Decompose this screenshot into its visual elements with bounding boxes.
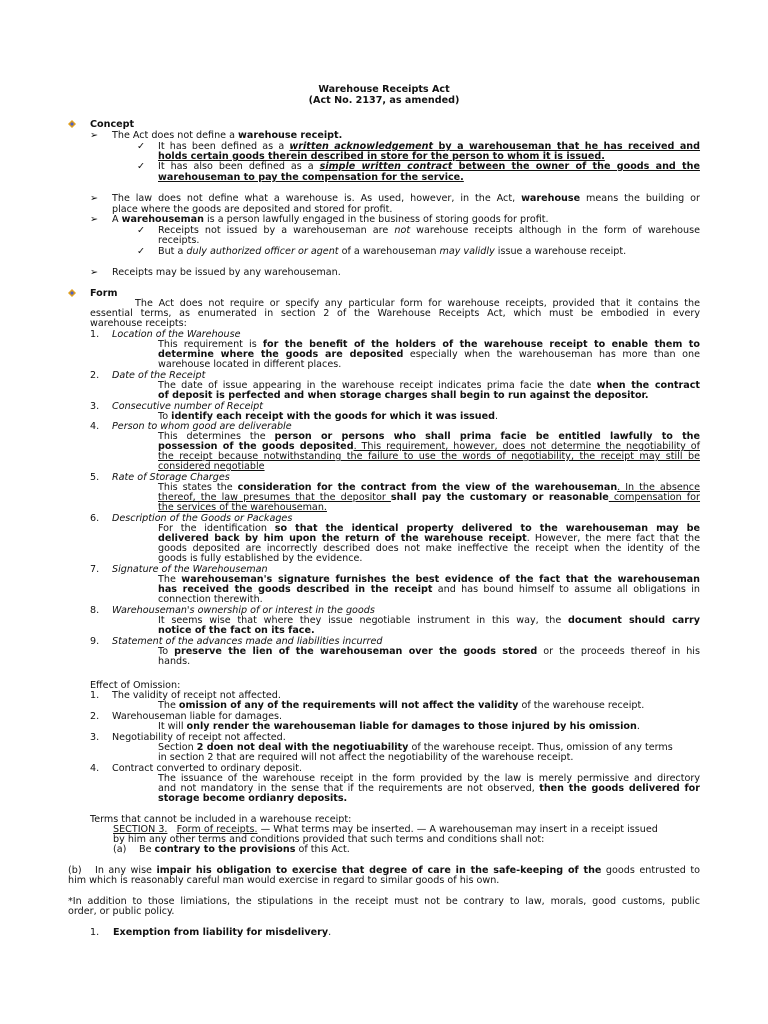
check-bullet-icon: ✓ <box>137 161 146 172</box>
section-heading-concept: Concept <box>90 119 135 130</box>
omission-item-title: The validity of receipt not affected. <box>112 690 281 701</box>
exemption-number: 1. <box>90 927 100 938</box>
clause-b-line1: In any wise impair his obligation to exercise that degree of care in the safe-keeping of the goods entrusted to <box>95 865 700 876</box>
form-item-4-line4: considered negotiable <box>158 461 265 472</box>
form-item-5-line3: the services of the warehouseman. <box>158 502 327 513</box>
form-item-5-line2: thereof, the law presumes that the depositor shall pay the customary or reasonable compensation for <box>158 492 701 503</box>
form-item-5-line1: This states the consideration for the contract from the view of the warehouseman. In the absence <box>158 482 700 493</box>
document-subtitle: (Act No. 2137, as amended) <box>308 95 460 106</box>
document-title: Warehouse Receipts Act <box>318 84 450 95</box>
form-item-number: 9. <box>90 636 100 647</box>
form-item-title: Location of the Warehouse <box>112 329 241 340</box>
arrow-bullet-icon: ➢ <box>90 130 99 141</box>
omission-item-4-line2: and not mandatory in the sense that if the requirements are not observed, then the goods delivered for <box>158 783 700 794</box>
form-intro-line1: The Act does not require or specify any particular form for warehouse receipts, provided that it contains the <box>135 298 700 309</box>
check-bullet-icon: ✓ <box>137 141 146 152</box>
form-item-number: 4. <box>90 421 100 432</box>
concept-check-3-line2: receipts. <box>158 235 200 246</box>
limitations-note-line2: order, or public policy. <box>68 906 175 917</box>
form-item-6-line4: goods is fully established by the evidence. <box>158 553 363 564</box>
form-item-number: 8. <box>90 605 100 616</box>
omission-item-4-line1: The issuance of the warehouse receipt in the form provided by the law is merely permissive and directory <box>158 773 700 784</box>
clause-b-line2: him which is reasonably careful man would exercise in regard to similar goods of his own. <box>68 875 500 886</box>
form-intro-line2: essential terms, as enumerated in section 2 of the Warehouse Receipts Act, which must be embodied in every <box>90 308 700 319</box>
arrow-bullet-icon: ➢ <box>90 267 99 278</box>
limitations-note-line1: *In addition to those limiations, the stipulations in the receipt must not be contrary to law, morals, good customs, public <box>68 896 700 907</box>
omission-item-3-line1: Section 2 doen not deal with the negotiuability of the warehouse receipt. Thus, omission of any terms <box>158 742 673 753</box>
omission-heading: Effect of Omission: <box>90 680 181 691</box>
form-item-9-line1: To preserve the lien of the warehouseman over the goods stored or the proceeds thereof in his <box>158 646 700 657</box>
concept-bullet-2-line1: The law does not define what a warehouse is. As used, however, in the Act, warehouse means the building or <box>112 193 700 204</box>
clause-a-label: (a) <box>113 844 127 855</box>
form-item-number: 2. <box>90 370 100 381</box>
concept-bullet-3: A warehouseman is a person lawfully engaged in the business of storing goods for profit. <box>112 214 549 225</box>
omission-item-2-text: It will only render the warehouseman liable for damages to those injured by his omission. <box>158 721 640 732</box>
section-bullet-icon <box>68 289 76 297</box>
form-item-6-line1: For the identification so that the identical property delivered to the warehouseman may be <box>158 523 700 534</box>
form-item-title: Warehouseman's ownership of or interest in the goods <box>112 605 375 616</box>
check-bullet-icon: ✓ <box>137 246 146 257</box>
omission-item-title: Contract converted to ordinary deposit. <box>112 763 303 774</box>
concept-check-4: But a duly authorized officer or agent of a warehouseman may validly issue a warehouse receipt. <box>158 246 627 257</box>
form-item-title: Rate of Storage Charges <box>112 472 230 483</box>
form-item-4-line1: This determines the person or persons who shall prima facie be entitled lawfully to the <box>158 431 700 442</box>
concept-bullet-4: Receipts may be issued by any warehouseman. <box>112 267 341 278</box>
omission-item-number: 2. <box>90 711 100 722</box>
section-3-line2: by him any other terms and conditions provided that such terms and conditions shall not: <box>113 834 545 845</box>
form-item-4-line3: the receipt because notwithstanding the failure to use the words of negotiability, the receipt may still be <box>158 451 700 462</box>
form-item-1-line3: warehouse located in different places. <box>158 359 342 370</box>
form-item-2-line2: of deposit is perfected and when storage charges shall begin to run against the depositor. <box>158 390 649 401</box>
concept-check-1-line1: It has been defined as a written acknowledgement by a warehouseman that he has received and <box>158 141 701 152</box>
form-item-6-line2: delivered back by him upon the return of the warehouse receipt. However, the mere fact that the <box>158 533 700 544</box>
clause-b-label: (b) <box>68 865 82 876</box>
form-item-7-line2: has received the goods described in the receipt and has bound himself to assume all obligations in <box>158 584 700 595</box>
concept-bullet-2-line2: place where the goods are deposited and stored for profit. <box>112 204 393 215</box>
form-item-8-line1: It seems wise that where they issue negotiable instrument in this way, the document should carry <box>158 615 700 626</box>
omission-item-4-line3: storage become ordianry deposits. <box>158 793 348 804</box>
form-item-7-line1: The warehouseman's signature furnishes the best evidence of the fact that the warehouseman <box>158 574 700 585</box>
omission-item-title: Warehouseman liable for damages. <box>112 711 283 722</box>
form-item-3-line1: To identify each receipt with the goods for which it was issued. <box>158 411 499 422</box>
form-item-1-line1: This requirement is for the benefit of the holders of the warehouse receipt to enable them to <box>158 339 700 350</box>
form-item-number: 6. <box>90 513 100 524</box>
form-item-title: Statement of the advances made and liabilities incurred <box>112 636 383 647</box>
form-item-title: Consecutive number of Receipt <box>112 401 264 412</box>
form-item-6-line3: goods deposited are incorrectly described does not make ineffective the receipt when the identity of the <box>158 543 700 554</box>
form-item-4-line2: possession of the goods deposited. This requirement, however, does not determine the negotiability of <box>158 441 700 452</box>
form-item-title: Date of the Receipt <box>112 370 206 381</box>
arrow-bullet-icon: ➢ <box>90 214 99 225</box>
form-item-number: 1. <box>90 329 100 340</box>
clause-a-text: Be contrary to the provisions of this Act. <box>139 844 350 855</box>
terms-heading: Terms that cannot be included in a warehouse receipt: <box>90 814 352 825</box>
check-bullet-icon: ✓ <box>137 225 146 236</box>
exemption-heading: Exemption from liability for misdelivery. <box>113 927 332 938</box>
concept-check-3-line1: Receipts not issued by a warehouseman are not warehouse receipts although in the form of warehouse <box>158 225 700 236</box>
concept-bullet-1: The Act does not define a warehouse receipt. <box>112 130 343 141</box>
form-item-7-line3: connection therewith. <box>158 594 263 605</box>
form-item-title: Signature of the Warehouseman <box>112 564 268 575</box>
form-item-2-line1: The date of issue appearing in the warehouse receipt indicates prima facie the date when the contract <box>158 380 700 391</box>
arrow-bullet-icon: ➢ <box>90 193 99 204</box>
form-intro-line3: warehouse receipts: <box>90 318 187 329</box>
concept-check-2-line2: warehouseman to pay the compensation for the service. <box>158 172 464 183</box>
form-item-title: Description of the Goods or Packages <box>112 513 293 524</box>
omission-item-number: 3. <box>90 732 100 743</box>
section-bullet-icon <box>68 120 76 128</box>
form-item-title: Person to whom good are deliverable <box>112 421 292 432</box>
form-item-number: 5. <box>90 472 100 483</box>
omission-item-3-line2: in section 2 that are required will not affect the negotiability of the warehouse receipt. <box>158 752 574 763</box>
form-item-number: 7. <box>90 564 100 575</box>
omission-item-1-text: The omission of any of the requirements will not affect the validity of the warehouse receipt. <box>158 700 645 711</box>
omission-item-number: 1. <box>90 690 100 701</box>
form-item-9-line2: hands. <box>158 656 191 667</box>
section-heading-form: Form <box>90 288 118 299</box>
concept-check-2-line1: It has also been defined as a simple written contract between the owner of the goods and the <box>158 161 700 172</box>
form-item-8-line2: notice of the fact on its face. <box>158 625 315 636</box>
form-item-1-line2: determine where the goods are deposited especially when the warehouseman has more than one <box>158 349 700 360</box>
section-3-line1: SECTION 3. Form of receipts. — What terms may be inserted. — A warehouseman may insert in a receipt issued <box>113 824 658 835</box>
omission-item-number: 4. <box>90 763 100 774</box>
omission-item-title: Negotiability of receipt not affected. <box>112 732 286 743</box>
concept-check-1-line2: holds certain goods therein described in store for the person to whom it is issued. <box>158 151 605 162</box>
form-item-number: 3. <box>90 401 100 412</box>
